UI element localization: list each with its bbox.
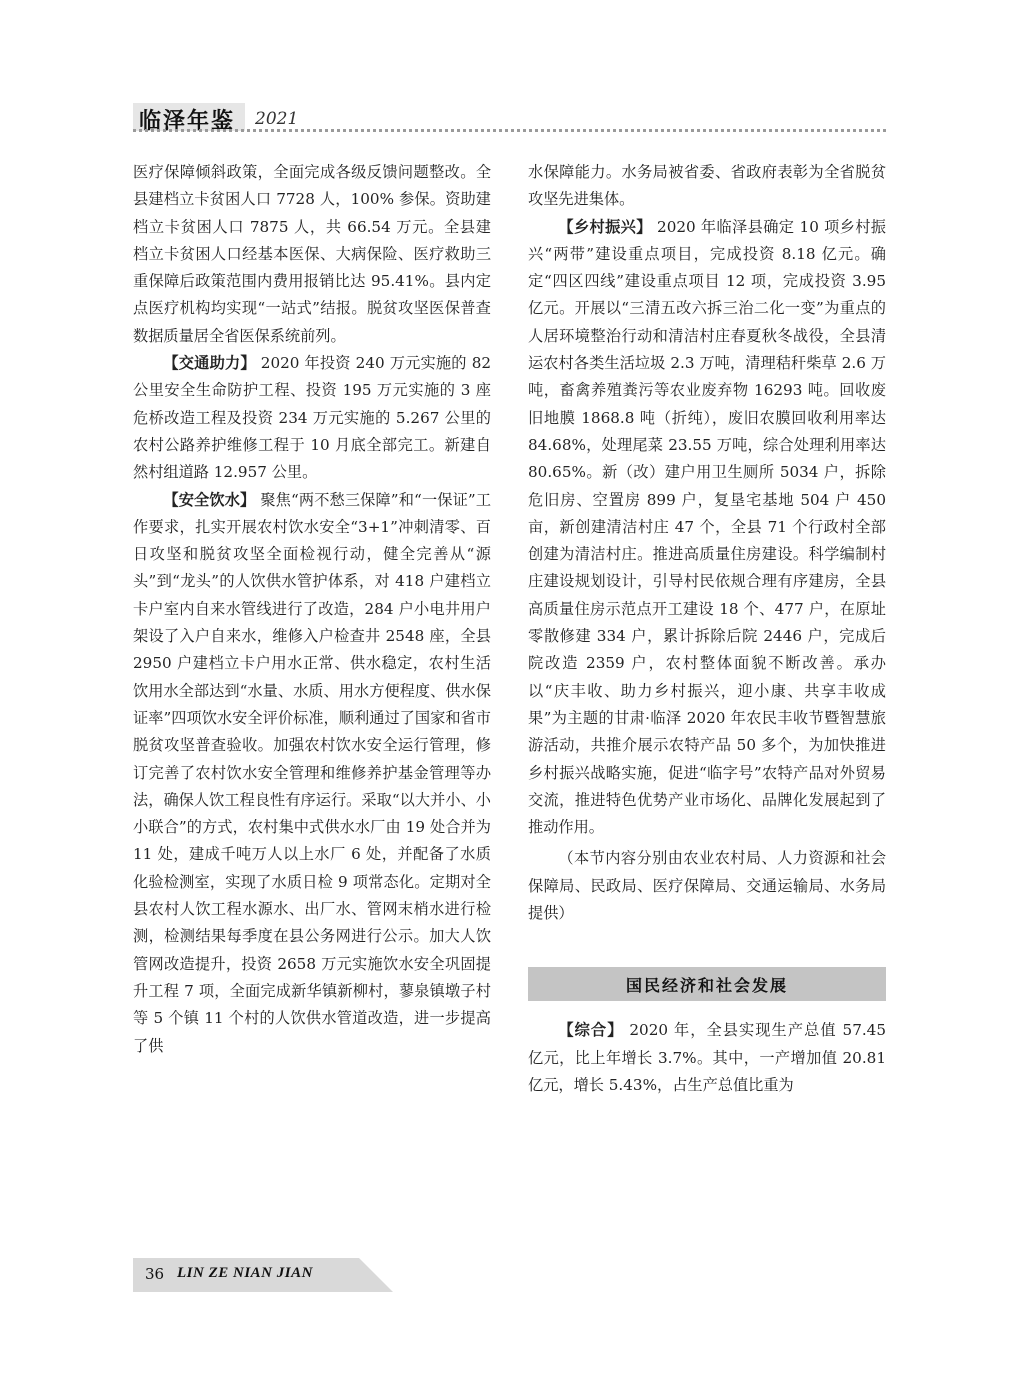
water-paragraph-continued: 水保障能力。水务局被省委、省政府表彰为全省脱贫攻坚先进集体。 bbox=[528, 163, 886, 209]
running-footer bbox=[133, 1258, 393, 1292]
traffic-text: 2020 年投资 240 万元实施的 82 公里安全生命防护工程、投资 195 万元实施的 3 座危桥改造工程及投资 234 万元实施的 5.267 公里的农村公路养护维修工程于 10 月底全部完工。新建自然村组道路 12.957 公里。 bbox=[133, 354, 492, 482]
header-dotted-rule bbox=[133, 129, 886, 132]
summary-paragraph bbox=[528, 1017, 886, 1099]
rural-text: 2020 年临泽县确定 10 项乡村振兴“两带”建设重点项目，完成投资 8.18 亿元。确定“四区四线”建设重点项目 12 项，完成投资 3.95 亿元。开展以“三清五改六拆三治二化一变”为重点的人居环境整治行动和清洁村庄春夏秋冬战役，全县清运农村各类生活垃圾 2.3 万吨，清理秸秆柴草 2.6 万吨，畜禽养殖粪污等农业废弃物 16293 吨。回收废旧地膜 1868.8 吨（折纯），废旧农膜回收利用率达 84.68%，处理尾菜 23.55 万吨，综合处理利用率达 80.65%。新（改）建户用卫生厕所 5034 户，拆除危旧房、空置房 899 户，复垦宅基地 504 户 450 亩，新创建清洁村庄 47 个，全县 71 个行政村全部创建为清洁村庄。推进高质量住房建设。科学编制村庄建设规划设计，引导村民依规合理有序建房，全县高质量住房示范点开工建设 18 个、477 户，在原址零散修建 334 户，累计拆除后院 2446 户，完成后院改造 2359 户，农村整体面貌不断改善。承办以“庆丰收、助力乡村振兴，迎小康、共享丰收成果”为主题的甘肃·临泽 2020 年农民丰收节暨智慧旅游活动，共推介展示农特产品 50 多个，为加快推进乡村振兴战略实施，促进“临字号”农特产品对外贸易交流，推进特色优势产业市场化、品牌化发展起到了推动作用。 bbox=[528, 217, 886, 837]
yearbook-year: 2021 bbox=[255, 109, 299, 129]
water-paragraph bbox=[133, 487, 491, 1060]
yearbook-title: 临泽年鉴 bbox=[139, 108, 236, 134]
footer-title: LIN ZE NIAN JIAN bbox=[177, 1265, 313, 1281]
rural-label: 【乡村振兴】 bbox=[558, 217, 652, 236]
traffic-paragraph bbox=[133, 350, 491, 486]
left-column bbox=[133, 159, 491, 1060]
source-note: （本节内容分别由农业农村局、人力资源和社会保障局、民政局、医疗保障局、交通运输局、水务局提供） bbox=[528, 849, 886, 923]
rural-paragraph bbox=[528, 214, 886, 842]
water-text: 聚焦“两不愁三保障”和“一保证”工作要求，扎实开展农村饮水安全“3+1”冲刺清零、百日攻坚和脱贫攻坚全面检视行动，健全完善从“源头”到“龙头”的人饮供水管护体系，对 418 户建档立卡户室内自来水管线进行了改造，284 户小电井用户架设了入户自来水，维修入户检查井 2548 座，全县 2950 户建档立卡户用水正常、供水稳定，农村生活饮用水全部达到“水量、水质、用水方便程度、供水保证率”四项饮水安全评价标准，顺利通过了国家和省市脱贫攻坚普查验收。加强农村饮水安全运行管理，修订完善了农村饮水安全管理和维修养护基金管理等办法，确保人饮工程良性有序运行。采取“以大并小、小小联合”的方式，农村集中式供水水厂由 19 处合并为 11 处，建成千吨万人以上水厂 6 处，并配备了水质化验检测室，实现了水质日检 9 项常态化。定期对全县农村人饮工程水源水、出厂水、管网末梢水进行检测，检测结果每季度在县公务网进行公示。加大人饮管网改造提升，投资 2658 万元实施饮水安全巩固提升工程 7 项，全面完成新华镇新柳村，蓼泉镇墩子村等 5 个镇 11 个村的人饮供水管道改造，进一步提高了供 bbox=[133, 490, 492, 1055]
section-heading: 国民经济和社会发展 bbox=[528, 967, 886, 1001]
traffic-label: 【交通助力】 bbox=[163, 354, 256, 373]
page-number: 36 bbox=[145, 1265, 165, 1283]
summary-text: 2020 年，全县实现生产总值 57.45 亿元，比上年增长 3.7%。其中，一产增加值 20.81 亿元，增长 5.43%，占生产总值比重为 bbox=[528, 1021, 887, 1094]
running-header bbox=[133, 103, 886, 133]
water-label: 【安全饮水】 bbox=[163, 490, 256, 509]
summary-label: 【综合】 bbox=[558, 1021, 624, 1040]
medical-paragraph-continued: 医疗保障倾斜政策，全面完成各级反馈问题整改。全县建档立卡贫困人口 7728 人，100% 参保。资助建档立卡贫困人口 7875 人，共 66.54 万元。全县建档立卡贫困人口经基本医保、大病保险、医疗救助三重保障后政策范围内费用报销比达 95.41%。县内定点医疗机构均实现“一站式”结报。脱贫攻坚医保普查数据质量居全省医保系统前列。 bbox=[133, 163, 491, 345]
right-column bbox=[528, 159, 886, 1099]
